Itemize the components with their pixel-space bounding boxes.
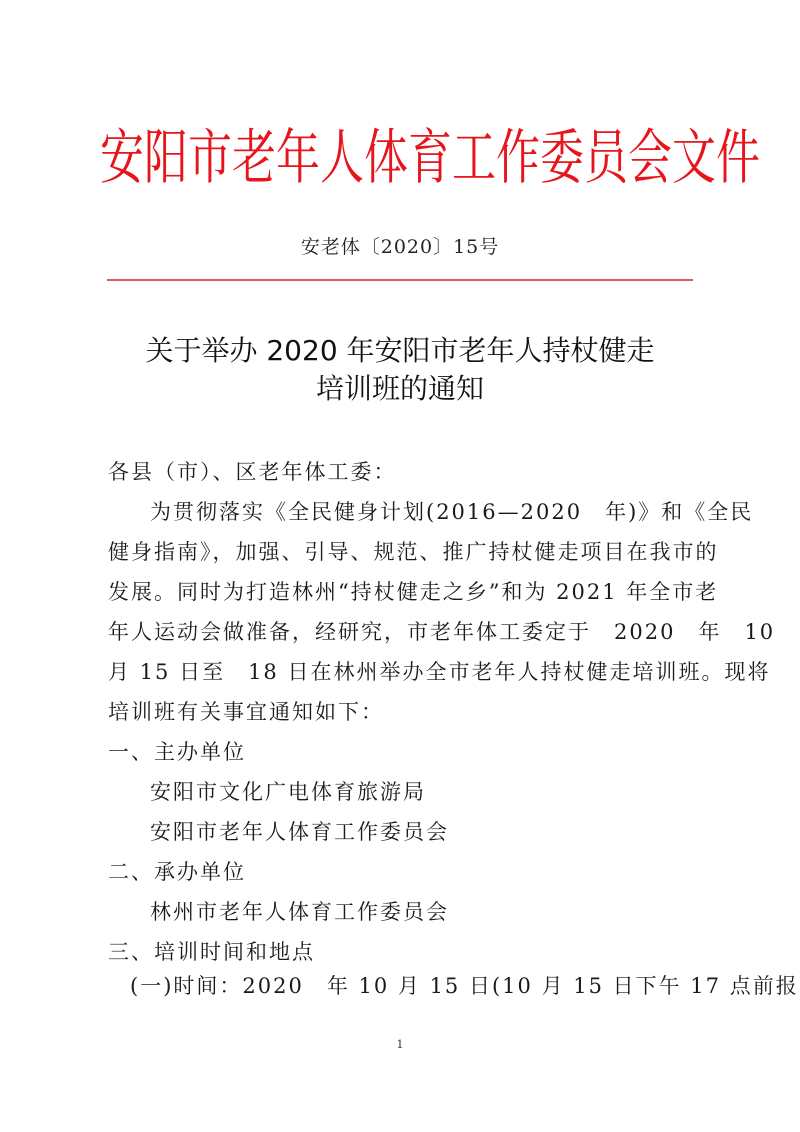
document-number: 安老体〔2020〕15号 bbox=[300, 236, 500, 258]
section-item: 安阳市文化广电体育旅游局 bbox=[150, 780, 426, 804]
paragraph-line: 培训班有关事宜通知如下： bbox=[108, 700, 384, 724]
paragraph-line: 健身指南》，加强、引导、规范、推广持杖健走项目在我市的 bbox=[108, 540, 719, 564]
section-heading-host: 二、承办单位 bbox=[108, 860, 246, 884]
section-heading-organizer: 一、主办单位 bbox=[108, 740, 246, 764]
section-heading-time-place: 三、培训时间和地点 bbox=[108, 940, 315, 964]
paragraph-line: 月 15 日至 18 日在林州举办全市老年人持杖健走培训班。现将 bbox=[108, 660, 771, 684]
paragraph-line: 发展。同时为打造林州“持杖健走之乡”和为 2021 年全市老 bbox=[108, 580, 719, 604]
org-title: 安阳市老年人体育工作委员会文件 bbox=[100, 123, 760, 193]
section-item: (一)时间：2020 年 10 月 15 日(10 月 15 日下午 17 点前报 bbox=[130, 974, 799, 998]
salutation: 各县（市）、区老年体工委： bbox=[108, 460, 397, 484]
section-item: 安阳市老年人体育工作委员会 bbox=[150, 820, 449, 844]
page-number: 1 bbox=[396, 1038, 404, 1051]
notice-title-line-2: 培训班的通知 bbox=[315, 372, 484, 405]
notice-title-line-1: 关于举办 2020 年安阳市老年人持杖健走 bbox=[145, 334, 655, 367]
paragraph-line: 为贯彻落实《全民健身计划(2016—2020 年)》和《全民 bbox=[150, 500, 754, 524]
section-item: 林州市老年人体育工作委员会 bbox=[150, 900, 449, 924]
red-divider bbox=[107, 279, 693, 281]
paragraph-line: 年人运动会做准备，经研究，市老年体工委定于 2020 年 10 bbox=[108, 620, 776, 644]
